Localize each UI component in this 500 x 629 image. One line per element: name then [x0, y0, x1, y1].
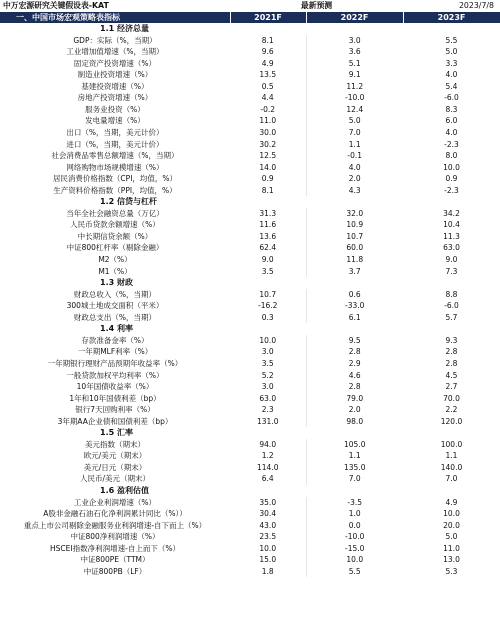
value-2022: -3.5 — [347, 497, 363, 507]
section-header-row — [0, 427, 500, 439]
value-2021: 0.9 — [230, 173, 306, 185]
table-row — [0, 358, 500, 370]
value-2021: 30.2 — [230, 139, 306, 151]
indicator-label: 制造业投资增速（%） — [77, 70, 153, 80]
table-row — [0, 58, 500, 70]
table-row — [0, 150, 500, 162]
indicator-label: 发电量增速（%） — [85, 116, 145, 126]
table-row — [0, 370, 500, 382]
table-row — [0, 173, 500, 185]
table-row — [0, 439, 500, 451]
indicator-label: 中证800PE（TTM） — [80, 555, 150, 565]
section-title: 1.4 利率 — [100, 324, 133, 334]
value-2022: 2.0 — [348, 405, 361, 415]
value-2023: 1.1 — [445, 451, 458, 461]
indicator-label: 居民消费价格指数（CPI，均值，%） — [52, 174, 178, 184]
value-2022: 79.0 — [346, 393, 364, 403]
value-2021: 62.4 — [230, 242, 306, 254]
value-2023: 5.7 — [445, 312, 458, 322]
value-2023: 2.7 — [445, 382, 458, 392]
value-2022: 12.4 — [346, 104, 364, 114]
value-2023: 63.0 — [443, 243, 460, 253]
value-2023: -6.0 — [444, 93, 459, 103]
value-2021: 5.2 — [230, 370, 306, 382]
value-2022: 5.0 — [348, 116, 361, 126]
value-2022: 2.9 — [348, 358, 361, 368]
table-row — [0, 231, 500, 243]
table-row — [0, 508, 500, 520]
value-2023: 5.0 — [445, 532, 458, 542]
value-2023: 8.8 — [445, 289, 458, 299]
indicator-label: 300城土地成交面积（平米） — [66, 301, 164, 311]
value-2021: -16.2 — [230, 300, 306, 312]
value-2022: 11.8 — [346, 255, 364, 265]
table-row — [0, 46, 500, 58]
value-2023: 5.4 — [445, 81, 458, 91]
value-2022: 5.5 — [348, 566, 361, 576]
table-row — [0, 242, 500, 254]
year-header-2023: 2023F — [403, 12, 500, 24]
value-2022: 32.0 — [346, 208, 364, 218]
indicator-label: 重点上市公司剔除金融服务业利润增速-自下而上（%） — [23, 520, 207, 530]
table-row — [0, 81, 500, 93]
year-header-2022: 2022F — [306, 12, 403, 24]
value-2022: 7.0 — [348, 474, 361, 484]
value-2022: 98.0 — [346, 416, 364, 426]
indicator-label: 生产资料价格指数（PPI，均值，%） — [53, 185, 177, 195]
table-row — [0, 346, 500, 358]
value-2023: 120.0 — [440, 416, 463, 426]
indicator-label: 中证800PB（LF） — [83, 566, 147, 576]
value-2021: 10.0 — [230, 335, 306, 347]
value-2022: 60.0 — [346, 243, 364, 253]
value-2023: -6.0 — [444, 301, 459, 311]
value-2021: -0.2 — [230, 104, 306, 116]
value-2022: 1.0 — [348, 509, 361, 519]
value-2023: 8.3 — [445, 104, 458, 114]
value-2022: 0.6 — [348, 289, 361, 299]
value-2023: -2.3 — [444, 185, 459, 195]
value-2023: 5.5 — [445, 35, 458, 45]
table-row — [0, 554, 500, 566]
indicator-label: 财政总支出（%，当期） — [73, 312, 157, 322]
section-title: 1.3 财政 — [100, 278, 133, 288]
table-row — [0, 115, 500, 127]
value-2021: 13.6 — [230, 231, 306, 243]
table-row — [0, 219, 500, 231]
indicator-label: GDP：实际（%，当期） — [73, 35, 157, 45]
value-2021: 9.6 — [230, 46, 306, 58]
value-2022: -33.0 — [345, 301, 365, 311]
value-2022: 2.8 — [348, 347, 361, 357]
value-2022: 2.8 — [348, 382, 361, 392]
table-row — [0, 335, 500, 347]
value-2023: 70.0 — [443, 393, 460, 403]
value-2023: 11.0 — [443, 543, 460, 553]
value-2022: -10.0 — [345, 532, 365, 542]
section-title: 1.5 汇率 — [100, 428, 133, 438]
table-row — [0, 104, 500, 116]
value-2023: 2.8 — [445, 347, 458, 357]
value-2022: 6.1 — [348, 312, 361, 322]
header-row — [0, 12, 500, 24]
value-2021: 13.5 — [230, 69, 306, 81]
company-title: 中万宏源研究关键假设表-KAT — [3, 1, 109, 10]
value-2021: 11.0 — [230, 115, 306, 127]
indicator-label: 工业增加值增速（%，当期） — [66, 47, 164, 57]
table-row — [0, 462, 500, 474]
value-2022: 3.0 — [348, 35, 361, 45]
indicator-label: 中长期信贷余额（%） — [77, 231, 153, 241]
table-row — [0, 416, 500, 428]
value-2022: 4.0 — [348, 162, 361, 172]
value-2023: 6.0 — [445, 116, 458, 126]
value-2023: 2.8 — [445, 358, 458, 368]
value-2021: 1.2 — [230, 450, 306, 462]
value-2023: -2.3 — [444, 139, 459, 149]
table-row — [0, 312, 500, 324]
value-2021: 23.5 — [230, 531, 306, 543]
section-header-row — [0, 196, 500, 208]
value-2021: 114.0 — [230, 462, 306, 474]
value-2023: 2.2 — [445, 405, 458, 415]
value-2021: 3.5 — [230, 266, 306, 278]
value-2022: 3.6 — [348, 47, 361, 57]
value-2021: 1.8 — [230, 566, 306, 578]
value-2023: 5.3 — [445, 566, 458, 576]
indicator-label: 基建投资增速（%） — [81, 81, 149, 91]
table-row — [0, 289, 500, 301]
year-header-2021: 2021F — [230, 12, 306, 24]
value-2021: 3.5 — [230, 358, 306, 370]
indicator-label: 财政总收入（%，当期） — [73, 289, 157, 299]
value-2022: 135.0 — [344, 462, 366, 472]
indicator-label: 人民币贷款余额增速（%） — [70, 220, 160, 230]
value-2023: 34.2 — [443, 208, 460, 218]
value-2021: 15.0 — [230, 554, 306, 566]
value-2023: 7.3 — [445, 266, 458, 276]
value-2021: 30.4 — [230, 508, 306, 520]
indicator-label: 10年国债收益率（%） — [76, 382, 154, 392]
indicator-label: 进口（%，当期，美元计价） — [66, 139, 164, 149]
table-row — [0, 520, 500, 532]
top-info-row — [0, 0, 500, 12]
value-2023: 9.0 — [445, 255, 458, 265]
value-2021: 8.1 — [230, 35, 306, 47]
table-body — [0, 23, 500, 577]
forecast-label: 最新预测 — [300, 1, 333, 10]
value-2022: -0.1 — [347, 151, 363, 161]
table-title: 一、中国市场宏观策略表指标 — [0, 12, 230, 24]
value-2022: 0.0 — [348, 520, 361, 530]
section-title: 1.1 经济总量 — [100, 24, 149, 34]
indicator-label: 一年期银行理财产品预期年收益率（%） — [47, 358, 183, 368]
value-2021: 12.5 — [230, 150, 306, 162]
indicator-label: 工业企业利润增速（%） — [73, 497, 157, 507]
value-2022: 7.0 — [348, 128, 361, 138]
value-2022: 10.9 — [346, 220, 364, 230]
value-2023: 4.0 — [445, 128, 458, 138]
value-2023: 5.0 — [445, 47, 458, 57]
value-2023: 100.0 — [440, 439, 463, 449]
value-2023: 8.0 — [445, 151, 458, 161]
value-2021: 94.0 — [230, 439, 306, 451]
table-row — [0, 393, 500, 405]
table-row — [0, 381, 500, 393]
indicator-label: 网络购物市场规模增速（%） — [66, 162, 164, 172]
indicator-label: 中证800杠杆率（剔除金融） — [66, 243, 164, 253]
value-2022: 4.6 — [348, 370, 361, 380]
indicator-label: 存款准备金率（%） — [81, 335, 149, 345]
value-2022: 1.1 — [348, 451, 361, 461]
section-header-row — [0, 485, 500, 497]
value-2023: 10.4 — [443, 220, 460, 230]
table-row — [0, 69, 500, 81]
value-2023: 0.9 — [445, 174, 458, 184]
value-2023: 140.0 — [440, 462, 463, 472]
indicator-label: 一般贷款加权平均利率（%） — [66, 370, 164, 380]
value-2022: 1.1 — [348, 139, 361, 149]
indicator-label: 固定资产投资增速（%） — [73, 58, 157, 68]
table-row — [0, 543, 500, 555]
table-row — [0, 92, 500, 104]
table-row — [0, 162, 500, 174]
table-row — [0, 266, 500, 278]
value-2022: 5.1 — [348, 58, 361, 68]
value-2022: 9.5 — [348, 335, 361, 345]
table-row — [0, 404, 500, 416]
value-2021: 30.0 — [230, 127, 306, 139]
value-2021: 8.1 — [230, 185, 306, 197]
table-row — [0, 300, 500, 312]
value-2021: 2.3 — [230, 404, 306, 416]
value-2021: 4.9 — [230, 58, 306, 70]
section-header-row — [0, 323, 500, 335]
value-2022: 9.1 — [348, 70, 361, 80]
value-2021: 9.0 — [230, 254, 306, 266]
table-row — [0, 185, 500, 197]
section-header-row — [0, 277, 500, 289]
table-row — [0, 531, 500, 543]
value-2021: 3.0 — [230, 346, 306, 358]
table-row — [0, 473, 500, 485]
value-2022: 4.3 — [348, 185, 361, 195]
indicator-label: 美元/日元（期末） — [83, 462, 147, 472]
value-2022: 10.7 — [346, 231, 364, 241]
value-2021: 14.0 — [230, 162, 306, 174]
table-row — [0, 127, 500, 139]
value-2022: -15.0 — [345, 543, 365, 553]
value-2023: 4.0 — [445, 70, 458, 80]
value-2023: 4.9 — [445, 497, 458, 507]
indicator-label: 1年和10年国债利差（bp） — [69, 393, 161, 403]
value-2021: 131.0 — [230, 416, 306, 428]
table-row — [0, 450, 500, 462]
value-2022: 3.7 — [348, 266, 361, 276]
table-row — [0, 35, 500, 47]
value-2023: 3.3 — [445, 58, 458, 68]
value-2023: 10.0 — [443, 162, 460, 172]
section-header-row — [0, 23, 500, 35]
value-2023: 11.3 — [443, 231, 460, 241]
indicator-label: 出口（%，当期，美元计价） — [66, 128, 164, 138]
indicator-label: M2（%） — [98, 255, 132, 265]
indicator-label: 当年全社会融资总量（万亿） — [66, 208, 164, 218]
value-2023: 9.3 — [445, 335, 458, 345]
section-title: 1.6 盈利估值 — [100, 485, 149, 495]
value-2021: 4.4 — [230, 92, 306, 104]
value-2021: 31.3 — [230, 208, 306, 220]
indicator-label: M1（%） — [98, 266, 132, 276]
indicator-label: 银行7天回购利率（%） — [75, 405, 155, 415]
indicator-label: 服务业投资（%） — [85, 104, 145, 114]
value-2022: -10.0 — [345, 93, 365, 103]
indicator-label: A股非金融石油石化净利润累计同比（%）） — [43, 509, 187, 519]
value-2023: 4.5 — [445, 370, 458, 380]
value-2022: 10.0 — [346, 555, 364, 565]
table-row — [0, 566, 500, 578]
value-2021: 10.7 — [230, 289, 306, 301]
indicator-label: 欧元/美元（期末） — [83, 451, 147, 461]
table-row — [0, 139, 500, 151]
value-2021: 0.3 — [230, 312, 306, 324]
value-2021: 0.5 — [230, 81, 306, 93]
indicator-label: 3年期AA企业债和国债利差（bp） — [57, 416, 173, 426]
value-2021: 35.0 — [230, 497, 306, 509]
indicator-label: 房地产投资增速（%） — [77, 93, 153, 103]
value-2023: 20.0 — [443, 520, 460, 530]
value-2021: 10.0 — [230, 543, 306, 555]
value-2021: 11.6 — [230, 219, 306, 231]
indicator-label: 一年期MLF利率（%） — [77, 347, 153, 357]
value-2021: 3.0 — [230, 381, 306, 393]
table-row — [0, 254, 500, 266]
indicator-label: 中证800净利润增速（%） — [70, 532, 160, 542]
indicator-label: 美元指数（期末） — [85, 439, 145, 449]
report-date: 2023/7/8 — [458, 1, 494, 10]
value-2023: 7.0 — [445, 474, 458, 484]
indicator-label: 社会消费品零售总额增速（%，当期） — [51, 151, 179, 161]
section-title: 1.2 信贷与杠杆 — [100, 197, 157, 207]
table-row — [0, 208, 500, 220]
table-row — [0, 497, 500, 509]
value-2021: 63.0 — [230, 393, 306, 405]
value-2023: 13.0 — [443, 555, 460, 565]
value-2022: 2.0 — [348, 174, 361, 184]
indicator-label: HSCEI指数净利润增速-自上而下（%） — [50, 543, 180, 553]
value-2022: 11.2 — [346, 81, 364, 91]
indicator-label: 人民币/美元（期末） — [79, 474, 151, 484]
value-2021: 6.4 — [230, 473, 306, 485]
value-2022: 105.0 — [344, 439, 366, 449]
value-2021: 43.0 — [230, 520, 306, 532]
value-2023: 10.0 — [443, 509, 460, 519]
